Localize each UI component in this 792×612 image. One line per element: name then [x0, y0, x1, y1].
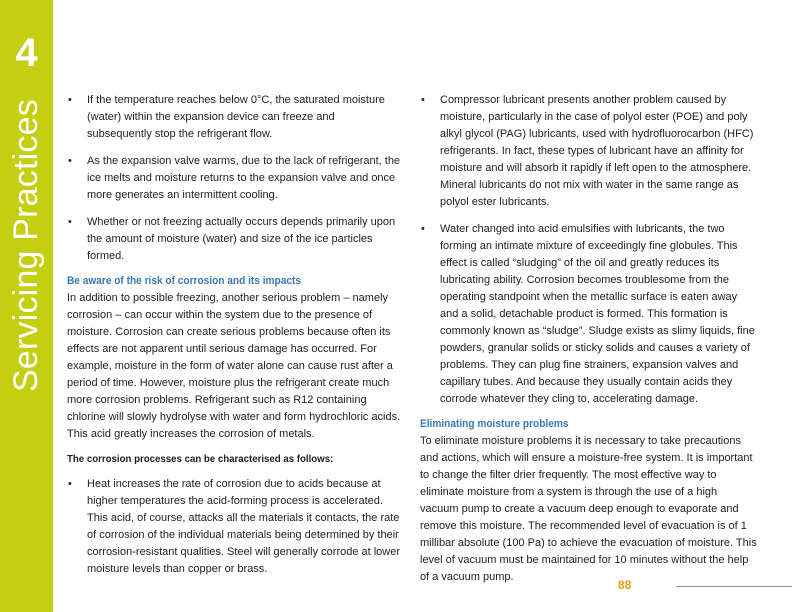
- chapter-sidebar: [0, 0, 53, 612]
- list-item: • Compressor lubricant presents another problem caused by moisture, particularly in the case of polyol ester (POE) and poly alkyl glycol (PAG) lubricants, used with hydrofluorocarbon (HFC) refrigerants. In fact, these types of lubricant have an affinity for moisture and will absorb it rapidly if left open to the atmosphere. Mineral lubricants do not mix with water in the same range as polyol ester lubricants.: [420, 92, 758, 211]
- list-item: • If the temperature reaches below 0°C, the saturated moisture (water) within the expansion device can freeze and subsequently stop the refrigerant flow.: [67, 92, 401, 143]
- page-number: 88: [618, 578, 632, 592]
- section-title: Servicing Practices: [7, 99, 45, 392]
- list-item: • As the expansion valve warms, due to the lack of refrigerant, the ice melts and moisture returns to the expansion valve and once more generates an intermittent cooling.: [67, 153, 401, 204]
- bullet-list-lubricant: [420, 92, 758, 408]
- chapter-number: 4: [15, 31, 38, 75]
- moisture-heading: Eliminating moisture problems: [420, 418, 569, 430]
- corrosion-subheading: The corrosion processes can be characterised as follows:: [67, 453, 334, 465]
- left-column: [67, 92, 401, 586]
- bullet-list-freezing: [67, 92, 401, 265]
- list-item: • Water changed into acid emulsifies with lubricants, the two forming an intimate mixture of exceedingly fine globules. This effect is called “sludging” of the oil and greatly reduces its lubricating ability. Corrosion becomes troublesome from the operating standpoint when the metallic surface is eaten away and a solid, detachable product is formed. This formation is commonly known as “sludge”. Sludge exists as slimy liquids, fine powders, granular solids or sticky solids and causes a variety of problems. They can plug fine strainers, expansion valves and capillary tubes. And because they usually contain acids they corrode whatever they cling to, accelerating damage.: [420, 221, 758, 408]
- page-rule-divider: [676, 586, 792, 587]
- list-item: • Heat increases the rate of corrosion due to acids because at higher temperatures the acid-forming process is accelerated. This acid, of course, attacks all the materials it contacts, the rate of corrosion of the individual materials being determined by their corrosion-resistant qualities. Steel will generally corrode at lower moisture levels than copper or brass.: [67, 476, 401, 578]
- moisture-paragraph: To eliminate moisture problems it is necessary to take precautions and actions, which will ensure a moisture-free system. It is important to change the filter drier frequently. The most effective way to eliminate moisture from a system is through the use of a high vacuum pump to create a vacuum deep enough to evaporate and remove this moisture. The recommended level of evacuation is of 1 millibar absolute (100 Pa) to achieve the evacuation of moisture. This level of vacuum must be maintained for 10 minutes without the help of a vacuum pump.: [420, 435, 757, 583]
- right-column: [420, 92, 758, 594]
- corrosion-paragraph: In addition to possible freezing, another serious problem – namely corrosion – can occur within the system due to the presence of moisture. Corrosion can create serious problems because often its effects are not apparent until serious damage has occurred. For example, moisture in the form of water alone can cause rust after a period of time. However, moisture plus the refrigerant create much more corrosion problems. Refrigerant such as R12 containing chlorine will slowly hydrolyse with water and form hydrochloric acids. This acid greatly increases the corrosion of metals.: [67, 292, 401, 440]
- bullet-list-corrosion: [67, 476, 401, 578]
- list-item: • Whether or not freezing actually occurs depends primarily upon the amount of moisture (water) and size of the ice particles formed.: [67, 214, 401, 265]
- corrosion-heading: Be aware of the risk of corrosion and its impacts: [67, 275, 301, 287]
